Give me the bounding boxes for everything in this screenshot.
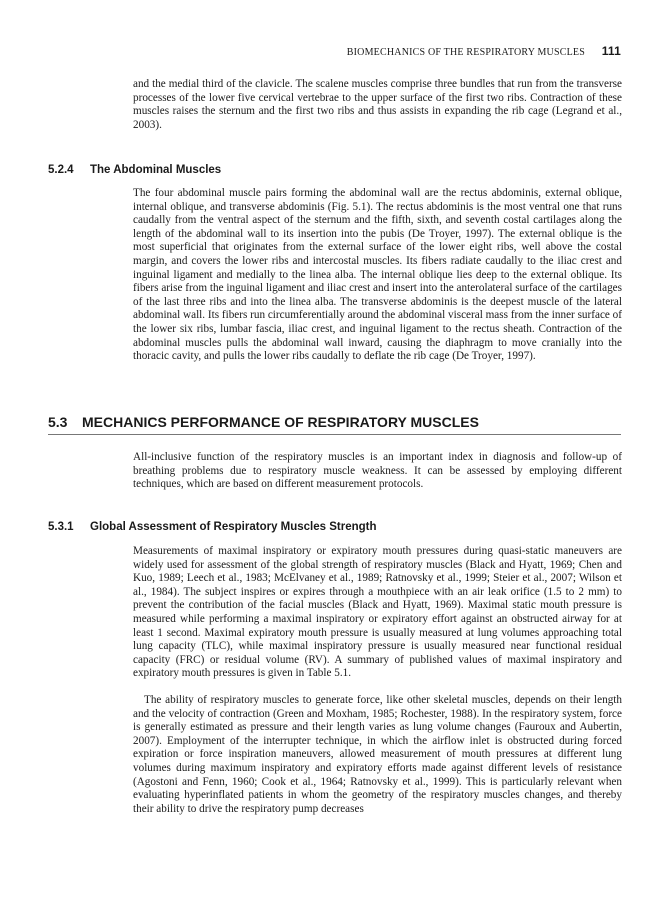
subsection-title: The Abdominal Muscles (90, 164, 222, 176)
intro-paragraph: and the medial third of the clavicle. The scalene muscles comprise three bundles that run from the transverse processes of the lower five cervical vertebrae to the upper surface of the first two ribs. Contraction of these muscles raises the sternum and the first two ribs and thus assists in expanding the rib cage (Legrand et al., 2003). (133, 78, 622, 131)
page-number: 111 (601, 44, 621, 58)
section-heading-5-3 (48, 414, 621, 435)
subsection-number: 5.3.1 (48, 521, 74, 533)
section-title: MECHANICS PERFORMANCE OF RESPIRATORY MUSCLES (82, 414, 479, 430)
abdominal-muscles-paragraph: The four abdominal muscle pairs forming the abdominal wall are the rectus abdominis, external oblique, internal oblique, and transverse abdominis (Fig. 5.1). The rectus abdominis is the most ventral one that runs caudally from the ventral aspect of the sternum and the fifth, sixth, and seventh costal cartilages along the length of the abdominal wall to its insertion into the pubis (De Troyer, 1997). The external oblique is the most superficial that originates from the external surface of the lower eight ribs, well above the costal margin, and covers the lower ribs and intercostal muscles. Its fibers radiate caudally to the iliac crest and inguinal ligament and medially to the linea alba. The internal oblique lies deep to the external oblique. Its fibers arise from the inguinal ligament and iliac crest and insert into the anterolateral surface of the cartilages of the last three ribs and into the linea alba. The transverse abdominis is the deepest muscle of the lateral abdominal wall. Its fibers run circumferentially around the abdominal visceral mass from the inner surface of the lower six ribs, lumbar fascia, iliac crest, and inguinal ligament to the rectus sheath. Contraction of the abdominal muscles pulls the abdominal wall inward, causing the diaphragm to move cranially into the thoracic cavity, and pulls the lower ribs caudally to deflate the rib cage (De Troyer, 1997). (133, 187, 622, 363)
running-title: BIOMECHANICS OF THE RESPIRATORY MUSCLES (346, 47, 585, 58)
global-assessment-paragraph-1: Measurements of maximal inspiratory or expiratory mouth pressures during quasi-static maneuvers are widely used for assessment of the global strength of respiratory muscles (Black and Hyatt, 1969; Chen and Kuo, 1989; Leech et al., 1983; McElvaney et al., 1989; Ratnovsky et al., 1999; Steier et al., 2007; Wilson et al., 1984). The subject inspires or expires through a mouthpiece with an air leak orifice (1.5 to 2 mm) to prevent the contribution of the facial muscles (Black and Hyatt, 1969). Maximal static mouth pressure is measured while performing a maximal inspiratory or expiratory effort against an obstructed airway for at least 1 second. Maximal expiratory mouth pressure is usually measured at lung volumes approaching total lung capacity (TLC), while maximal inspiratory pressure is usually measured near functional residual capacity (FRC) or residual volume (RV). A summary of published values of maximal inspiratory and expiratory mouth pressures is given in Table 5.1. (133, 545, 622, 680)
global-assessment-paragraph-2: The ability of respiratory muscles to generate force, like other skeletal muscles, depends on their length and the velocity of contraction (Green and Moxham, 1985; Rochester, 1988). In the respiratory system, force is generally estimated as pressure and their length varies as lung volume changes (Fauroux and Aubertin, 2007). Employment of the interrupter technique, in which the airflow inlet is obstructed during forced expiration or force inspiration maneuvers, allowed measurement of mouth pressures at different lung volumes during maximum inspiratory and expiratory efforts made against different levels of resistance (Agostoni and Fenn, 1960; Cook et al., 1964; Ratnovsky et al., 1999). This is particularly relevant when evaluating hyperinflated patients in whom the geometry of the respiratory muscles changes, and thereby their ability to drive the respiratory pump decreases (133, 694, 622, 815)
subsection-number: 5.2.4 (48, 164, 74, 176)
running-head (48, 44, 621, 58)
mechanics-paragraph: All-inclusive function of the respiratory muscles is an important index in diagnosis and follow-up of breathing problems due to respiratory muscle weakness. It can be assessed by employing different techniques, which are based on different measurement protocols. (133, 451, 622, 491)
subsection-title: Global Assessment of Respiratory Muscles Strength (90, 521, 377, 533)
section-number: 5.3 (48, 414, 68, 430)
subsection-heading-5-2-4 (48, 164, 221, 176)
subsection-heading-5-3-1 (48, 521, 377, 533)
